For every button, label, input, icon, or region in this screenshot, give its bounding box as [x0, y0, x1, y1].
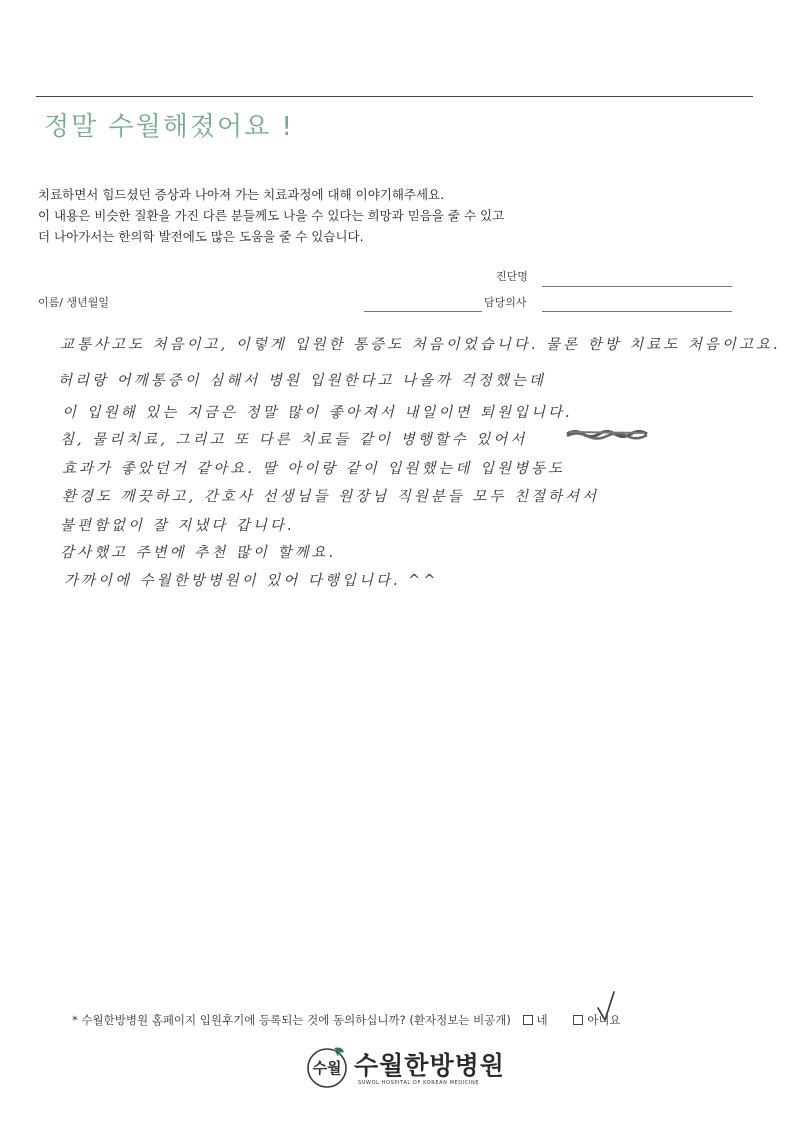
- handwritten-line: 환경도 깨끗하고, 간호사 선생님들 원장님 직원분들 모두 친절하셔서: [62, 489, 600, 505]
- handwritten-line: 불편함없이 잘 지냈다 갑니다.: [60, 518, 295, 534]
- yes-label: 네: [536, 1013, 548, 1027]
- name-birthdate-field-line[interactable]: [364, 311, 482, 312]
- consent-question-text: * 수월한방병원 홈페이지 입원후기에 등록되는 것에 동의하십니까? (환자정보는 비공개): [72, 1013, 511, 1027]
- intro-line: 이 내용은 비슷한 질환을 가진 다른 분들께도 나을 수 있다는 희망과 믿음을 줄 수 있고: [38, 208, 505, 223]
- page-title: 정말 수월해졌어요 !: [44, 112, 294, 142]
- name-birthdate-label: 이름/ 생년월일: [38, 296, 109, 309]
- hospital-subtitle: SUWOL HOSPITAL OF KOREAN MEDICINE: [358, 1080, 480, 1086]
- handwritten-line: 이 입원해 있는 지금은 정말 많이 좋아져서 내일이면 퇴원입니다.: [62, 405, 573, 421]
- top-divider: [36, 96, 753, 97]
- logo-mark-text: 수월: [312, 1059, 342, 1077]
- consent-question: [72, 1012, 621, 1028]
- hospital-logo: [304, 1040, 504, 1100]
- no-checkbox[interactable]: [573, 1015, 583, 1025]
- yes-checkbox[interactable]: [523, 1015, 533, 1025]
- intro-text: [38, 184, 504, 247]
- intro-line: 더 나아가서는 한의학 발전에도 많은 도움을 줄 수 있습니다.: [38, 229, 364, 244]
- logo-mark-icon: [304, 1042, 350, 1090]
- doctor-label: 담당의사: [484, 296, 527, 309]
- handwritten-line: 가까이에 수월한방병원이 있어 다행입니다. ^^: [64, 573, 439, 589]
- scribbled-out-text: [565, 428, 649, 440]
- hospital-name: 수월한방병원: [354, 1051, 505, 1080]
- handwritten-line: 허리랑 어깨통증이 심해서 병원 입원한다고 나올까 걱정했는데: [58, 373, 546, 389]
- intro-line: 치료하면서 힘드셨던 증상과 나아져 가는 치료과정에 대해 이야기해주세요.: [38, 187, 445, 202]
- diagnosis-field-line[interactable]: [542, 286, 732, 287]
- handwritten-line: 감사했고 주변에 추천 많이 할께요.: [60, 545, 337, 561]
- no-label: 아니요: [587, 1013, 621, 1027]
- handwritten-checkmark-icon: [596, 990, 616, 1024]
- handwritten-line: 효과가 좋았던거 같아요. 딸 아이랑 같이 입원했는데 입원병동도: [62, 461, 566, 477]
- doctor-field-line[interactable]: [542, 311, 732, 312]
- diagnosis-label: 진단명: [496, 270, 528, 283]
- handwritten-line: 교통사고도 처음이고, 이렇게 입원한 통증도 처음이었습니다. 물론 한방 치료도 처음이고요.: [60, 337, 781, 353]
- handwritten-line: 침, 물리치료, 그리고 또 다른 치료들 같이 병행할수 있어서: [60, 432, 528, 448]
